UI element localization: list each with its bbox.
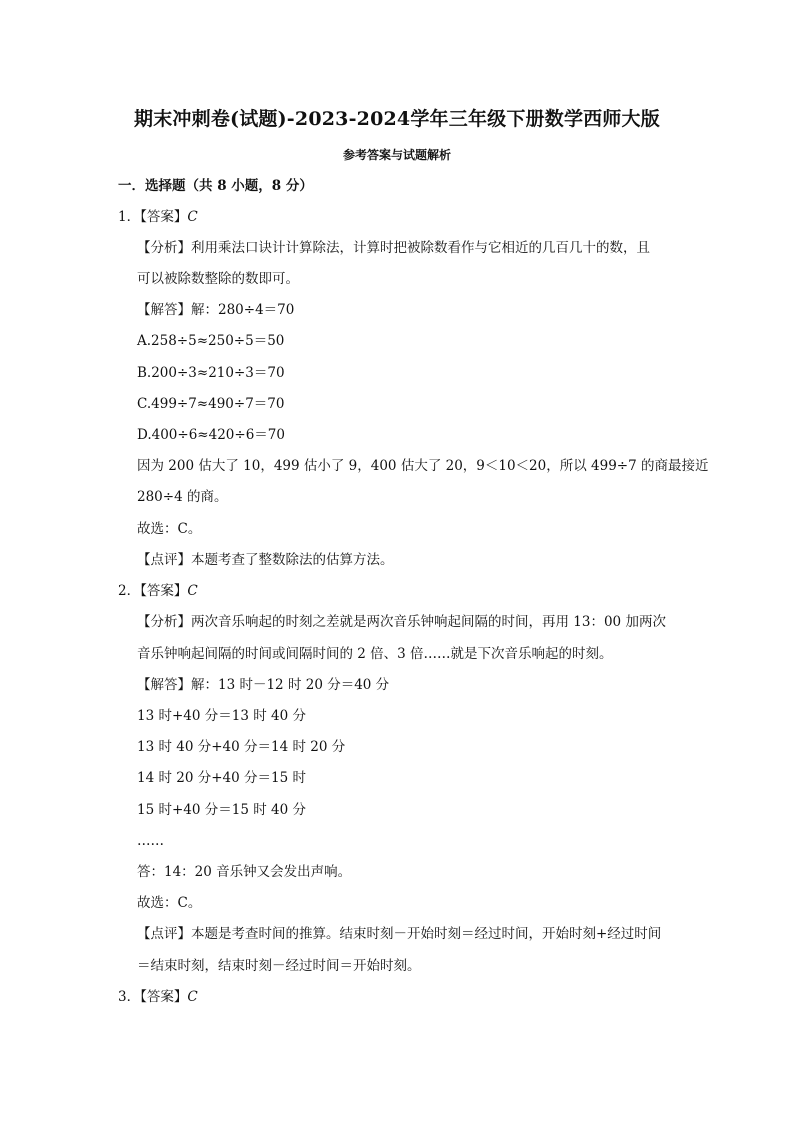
q3-answer-tag: 【答案】 (140, 989, 188, 1005)
q1-analysis-line1: 【分析】利用乘法口诀计计算除法，计算时把被除数看作与它相近的几百几十的数，且 (137, 240, 650, 256)
q2-step3: 14 时 20 分+40 分＝15 时 (137, 770, 306, 786)
q1-reason-line1: 因为 200 估大了 10，499 估小了 9，400 估大了 20，9＜10＜20，所以 499÷7 的商最接近 (137, 458, 709, 474)
q2-solution: 【解答】解：13 时－12 时 20 分＝40 分 (137, 677, 390, 693)
q1-answer-tag: 【答案】 (140, 209, 188, 225)
q2-step1: 13 时+40 分＝13 时 40 分 (137, 708, 306, 724)
q1-option-d: D.400÷6≈420÷6＝70 (137, 427, 285, 443)
q2-step2: 13 时 40 分+40 分＝14 时 20 分 (137, 739, 346, 755)
q2-ellipsis: …… (137, 833, 164, 849)
q1-number: 1． (118, 209, 141, 225)
q2-answer: C (187, 583, 198, 599)
page-title: 期末冲刺卷(试题)-2023-2024学年三年级下册数学西师大版 (134, 108, 660, 130)
q2-choice: 故选：C。 (137, 895, 202, 911)
q2-answer-line (118, 582, 198, 600)
q1-option-c: C.499÷7≈490÷7＝70 (137, 396, 285, 412)
q2-step4: 15 时+40 分＝15 时 40 分 (137, 802, 306, 818)
q2-answer-tag: 【答案】 (140, 583, 188, 599)
q3-answer-line (118, 988, 198, 1006)
q1-answer-line (118, 208, 198, 226)
q1-choice: 故选：C。 (137, 521, 202, 537)
q3-number: 3． (118, 989, 141, 1005)
q1-answer: C (187, 209, 198, 225)
q2-comment-line1: 【点评】本题是考查时间的推算。结束时刻－开始时刻＝经过时间，开始时刻+经过时间 (137, 926, 662, 942)
q2-conclusion: 答：14：20 音乐钟又会发出声响。 (137, 864, 352, 880)
q1-analysis-line2: 可以被除数整除的数即可。 (137, 271, 299, 287)
q2-analysis-line2: 音乐钟响起间隔的时间或间隔时间的 2 倍、3 倍……就是下次音乐响起的时刻。 (137, 646, 613, 662)
q3-answer: C (187, 989, 198, 1005)
q1-option-a: A.258÷5≈250÷5＝50 (137, 333, 285, 349)
q2-analysis-line1: 【分析】两次音乐响起的时刻之差就是两次音乐钟响起间隔的时间，再用 13：00 加两次 (137, 614, 666, 630)
q1-option-b: B.200÷3≈210÷3＝70 (137, 365, 285, 381)
q2-number: 2． (118, 583, 141, 599)
q1-reason-line2: 280÷4 的商。 (137, 489, 228, 505)
page-subtitle: 参考答案与试题解析 (342, 148, 451, 162)
q2-comment-line2: ＝结束时刻，结束时刻－经过时间＝开始时刻。 (137, 958, 421, 974)
q1-solution: 【解答】解：280÷4＝70 (137, 302, 295, 318)
q1-comment: 【点评】本题考查了整数除法的估算方法。 (137, 552, 394, 568)
section-heading: 一．选择题（共 8 小题，8 分） (118, 178, 313, 194)
